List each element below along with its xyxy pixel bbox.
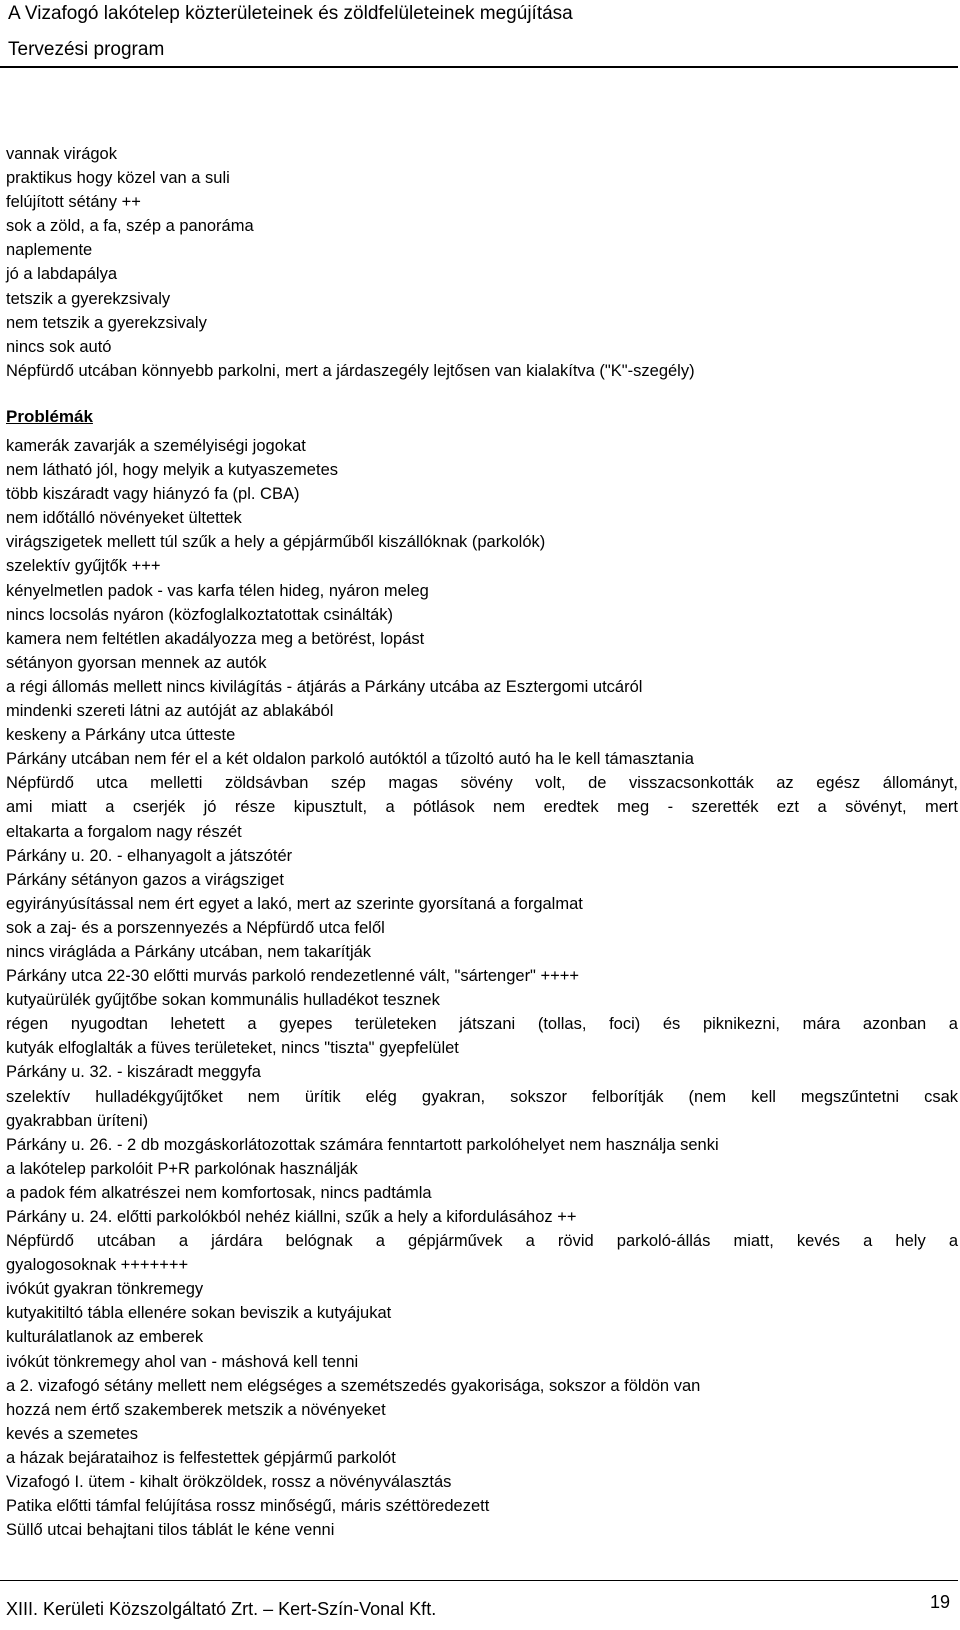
list-item: Párkány utca 22-30 előtti murvás parkoló rendezetlenné vált, "sártenger" ++++: [6, 967, 580, 986]
list-item: kamerák zavarják a személyiségi jogokat: [6, 437, 306, 455]
list-item: Népfürdő utcában a járdára belógnak a gépjárművek a rövid parkoló-állás miatt, kevés a hely a: [6, 1232, 958, 1251]
list-item: szelektív hulladékgyűjtőket nem ürítik elég gyakran, sokszor felborítják (nem kell megszűntetni csak: [6, 1087, 958, 1106]
list-item: jó a labdapálya: [6, 265, 118, 284]
problems-heading: Problémák: [6, 407, 93, 426]
document-title: A Vizafogó lakótelep közterületeinek és zöldfelületeinek megújítása: [8, 3, 573, 24]
list-item: nem időtálló növényeket ültettek: [6, 509, 242, 528]
list-item: sok a zöld, a fa, szép a panoráma: [6, 217, 254, 236]
list-item: kamera nem feltétlen akadályozza meg a betörést, lopást: [6, 629, 425, 648]
list-item: kutyaürülék gyűjtőbe sokan kommunális hulladékot tesznek: [6, 991, 440, 1010]
list-item: tetszik a gyerekzsivaly: [6, 289, 171, 308]
list-item: nem tetszik a gyerekzsivaly: [6, 313, 207, 332]
document-subtitle: Tervezési program: [8, 39, 165, 60]
list-item: a lakótelep parkolóit P+R parkolónak használják: [6, 1159, 358, 1178]
list-item: mindenki szereti látni az autóját az ablakából: [6, 702, 334, 721]
list-item: ivókút tönkremegy ahol van - máshová kell tenni: [6, 1352, 359, 1371]
list-item: Vizafogó I. ütem - kihalt örökzöldek, rossz a növényválasztás: [6, 1473, 452, 1492]
list-item: ivókút gyakran tönkremegy: [6, 1280, 204, 1299]
list-item: hozzá nem értő szakemberek metszik a növényeket: [6, 1400, 386, 1419]
list-item: Párkány utcában nem fér el a két oldalon parkoló autóktól a tűzoltó autó ha le kell támasztania: [6, 750, 694, 769]
list-item: felújított sétány ++: [6, 193, 141, 212]
problems-list: [6, 434, 958, 1542]
list-item: Párkány u. 20. - elhanyagolt a játszótér: [6, 846, 293, 865]
list-item: Párkány sétányon gazos a virágsziget: [6, 870, 284, 889]
list-item: sétányon gyorsan mennek az autók: [6, 653, 267, 672]
list-item: kutyakitiltó tábla ellenére sokan beviszik a kutyájukat: [6, 1304, 392, 1323]
list-item: ami miatt a cserjék jó része kipusztult, a pótlások nem eredtek meg - szerették ezt a sövényt, mert: [6, 798, 958, 817]
list-item: keskeny a Párkány utca útteste: [6, 726, 236, 745]
list-item: vannak virágok: [6, 145, 117, 163]
list-item: nem látható jól, hogy melyik a kutyaszemetes: [6, 461, 338, 480]
list-item: nincs virágláda a Párkány utcában, nem takarítják: [6, 942, 372, 961]
list-item: egyirányúsítással nem ért egyet a lakó, mert az szerinte gyorsítaná a forgalmat: [6, 894, 583, 913]
list-item: Népfürdő utca melletti zöldsávban szép magas sövény volt, de visszacsonkották az egész állományt,: [6, 774, 958, 793]
list-item: eltakarta a forgalom nagy részét: [6, 822, 242, 841]
footer-text: XIII. Kerületi Közszolgáltató Zrt. – Kert-Szín-Vonal Kft.: [6, 1599, 437, 1619]
list-item: szelektív gyűjtők +++: [6, 557, 161, 576]
list-item: a régi állomás mellett nincs kivilágítás - átjárás a Párkány utcába az Esztergomi utcáról: [6, 677, 643, 696]
positives-list: [6, 142, 926, 383]
list-item: sok a zaj- és a porszennyezés a Népfürdő utca felől: [6, 918, 385, 937]
list-item: nincs sok autó: [6, 337, 112, 356]
list-item: Patika előtti támfal felújítása rossz minőségű, máris széttöredezett: [6, 1497, 490, 1516]
list-item: Párkány u. 24. előtti parkolókból nehéz kiállni, szűk a hely a kifordulásához ++: [6, 1208, 577, 1226]
list-item: több kiszáradt vagy hiányzó fa (pl. CBA): [6, 485, 300, 504]
list-item: kevés a szemetes: [6, 1424, 139, 1443]
header-divider: [0, 66, 958, 68]
list-item: kényelmetlen padok - vas karfa télen hideg, nyáron meleg: [6, 581, 429, 600]
footer-divider: [0, 1580, 958, 1581]
list-item: Népfürdő utcában könnyebb parkolni, mert a járdaszegély lejtősen van kialakítva ("K"-szegély): [6, 361, 695, 380]
list-item: gyakrabban üríteni): [6, 1111, 149, 1130]
list-item: Süllő utcai behajtani tilos táblát le kéne venni: [6, 1521, 335, 1540]
list-item: Párkány u. 26. - 2 db mozgáskorlátozottak számára fenntartott parkolóhelyet nem használja senki: [6, 1135, 719, 1154]
list-item: kutyák elfoglalták a füves területeket, nincs "tiszta" gyepfelület: [6, 1039, 459, 1058]
list-item: kulturálatlanok az emberek: [6, 1328, 204, 1347]
list-item: naplemente: [6, 241, 93, 260]
list-item: a házak bejárataihoz is felfestettek gépjármű parkolót: [6, 1448, 396, 1467]
list-item: Párkány u. 32. - kiszáradt meggyfa: [6, 1063, 261, 1082]
list-item: a padok fém alkatrészei nem komfortosak, nincs padtámla: [6, 1183, 432, 1202]
list-item: a 2. vizafogó sétány mellett nem elégséges a szemétszedés gyakorisága, sokszor a földön van: [6, 1376, 701, 1395]
list-item: praktikus hogy közel van a suli: [6, 169, 230, 188]
list-item: nincs locsolás nyáron (közfoglalkoztatottak csinálták): [6, 605, 394, 624]
list-item: virágszigetek mellett túl szűk a hely a gépjárműből kiszállóknak (parkolók): [6, 533, 546, 552]
list-item: régen nyugodtan lehetett a gyepes területeken játszani (tollas, foci) és piknikezni, mára azonban a: [6, 1015, 958, 1034]
list-item: gyalogosoknak +++++++: [6, 1256, 189, 1275]
page-number: 19: [930, 1592, 951, 1612]
